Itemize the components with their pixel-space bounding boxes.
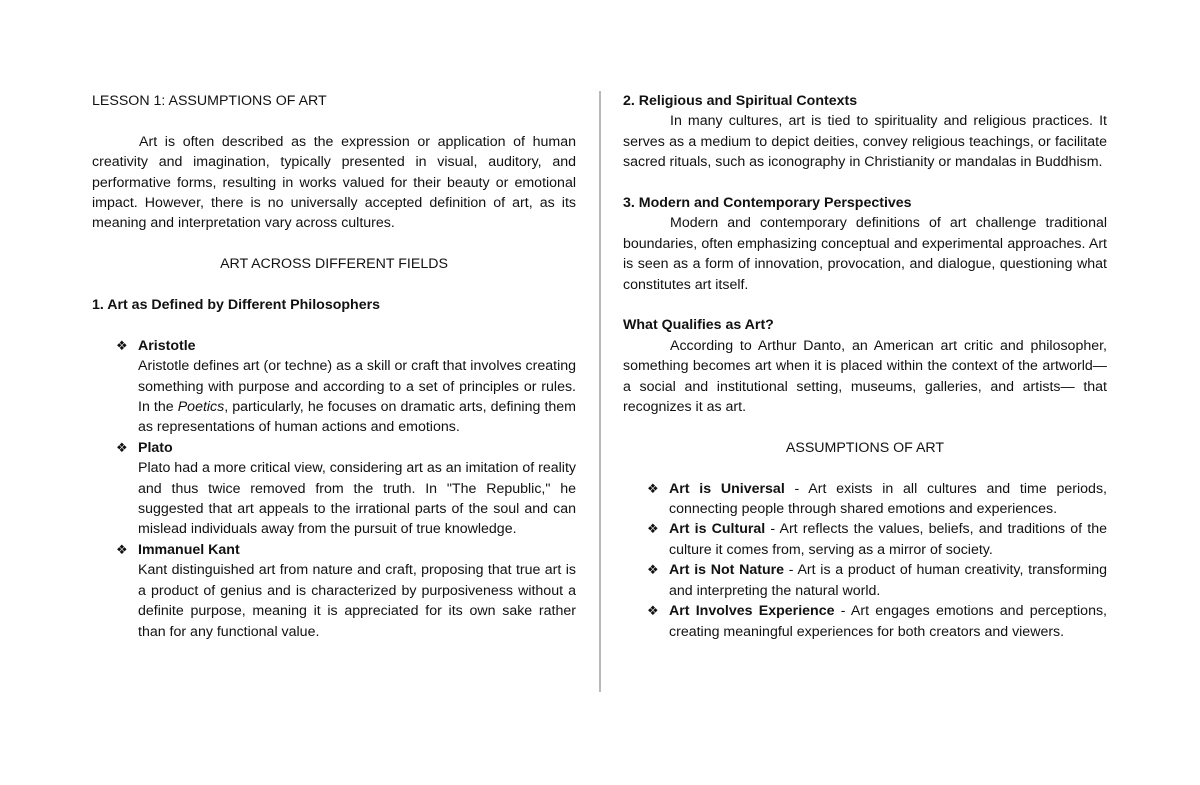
assumption-text: - Art reflects the values, beliefs, and traditions of the culture it comes from, serving as a mirror of society. xyxy=(669,521,1107,558)
philosopher-description: Plato had a more critical view, considering art as an imitation of reality and thus twice removed from the truth. In "The Republic," he suggested that art appeals to the irrational parts of the soul and can mislead individuals away from the pursuit of true knowledge. xyxy=(138,460,576,538)
assumptions-heading: ASSUMPTIONS OF ART xyxy=(785,439,945,456)
right-column xyxy=(623,91,1107,642)
philosopher-name: Aristotle xyxy=(138,337,196,354)
diamond-bullet-icon: ❖ xyxy=(116,541,128,557)
description-part: Aristotle defines art (or techne) as a skill or craft that involves creating something with purpose and according to a set of principles or rules. In the xyxy=(138,358,576,416)
assumption-term: Art is Cultural xyxy=(669,521,766,538)
philosopher-item-kant xyxy=(92,540,576,642)
assumption-term: Art is Universal xyxy=(669,480,785,497)
philosophers-heading: 1. Art as Defined by Different Philosophers xyxy=(92,297,381,314)
intro-paragraph: Art is often described as the expression or application of human creativity and imagination, typically presented in visual, auditory, and performative forms, resulting in works valued for their beauty or emotional impact. However, there is no universally accepted definition of art, as its meaning and interpretation vary across cultures. xyxy=(92,133,576,232)
poetics-title: Poetics xyxy=(177,399,225,416)
modern-paragraph: Modern and contemporary definitions of art challenge traditional boundaries, often emphasizing conceptual and experimental approaches. Art is seen as a form of innovation, provocation, and dialogue, questioning what constitutes art itself. xyxy=(623,215,1107,293)
philosopher-item-plato xyxy=(92,438,576,540)
diamond-bullet-icon: ❖ xyxy=(647,603,659,619)
religious-heading: 2. Religious and Spiritual Contexts xyxy=(623,93,858,109)
diamond-bullet-icon: ❖ xyxy=(647,562,659,578)
section-heading-art-across-fields: ART ACROSS DIFFERENT FIELDS xyxy=(220,256,448,273)
assumption-item xyxy=(623,479,1107,520)
diamond-bullet-icon: ❖ xyxy=(647,521,659,537)
religious-paragraph: In many cultures, art is tied to spirituality and religious practices. It serves as a medium to depict deities, convey religious teachings, or facilitate sacred rituals, such as iconography in Christianity or mandalas in Buddhism. xyxy=(623,113,1107,171)
left-column xyxy=(92,91,576,642)
assumption-text: - Art is a product of human creativity, transforming and interpreting the natural world. xyxy=(669,562,1107,599)
philosopher-name: Immanuel Kant xyxy=(138,541,240,558)
assumption-text: - Art engages emotions and perceptions, creating meaningful experiences for both creators and viewers. xyxy=(669,603,1107,640)
modern-heading: 3. Modern and Contemporary Perspectives xyxy=(623,195,912,212)
description-part: , particularly, he focuses on dramatic arts, defining them as representations of human actions and emotions. xyxy=(138,399,576,436)
qualifies-paragraph: According to Arthur Danto, an American art critic and philosopher, something becomes art when it is placed within the context of the artworld—a social and institutional setting, museums, galleries, and artists— that recognizes it as art. xyxy=(623,337,1107,416)
philosopher-description: Kant distinguished art from nature and craft, proposing that true art is a product of genius and is characterized by purposiveness without a definite purpose, meaning it is appreciated for its own sake rather than for any functional value. xyxy=(138,562,576,640)
assumption-item xyxy=(623,519,1107,560)
philosopher-item-aristotle xyxy=(92,336,576,438)
diamond-bullet-icon: ❖ xyxy=(647,480,659,496)
assumption-item xyxy=(623,601,1107,642)
philosopher-name: Plato xyxy=(138,439,173,456)
qualifies-heading: What Qualifies as Art? xyxy=(623,317,774,334)
diamond-bullet-icon: ❖ xyxy=(116,439,128,455)
diamond-bullet-icon: ❖ xyxy=(116,337,128,353)
assumption-term: Art Involves Experience xyxy=(669,603,835,620)
philosopher-description xyxy=(138,356,576,438)
lesson-title: LESSON 1: ASSUMPTIONS OF ART xyxy=(92,93,327,109)
assumption-term: Art is Not Nature xyxy=(669,562,785,579)
column-divider xyxy=(599,91,601,692)
assumption-item xyxy=(623,560,1107,601)
assumption-text: - Art exists in all cultures and time periods, connecting people through shared emotions and experiences. xyxy=(669,480,1107,518)
